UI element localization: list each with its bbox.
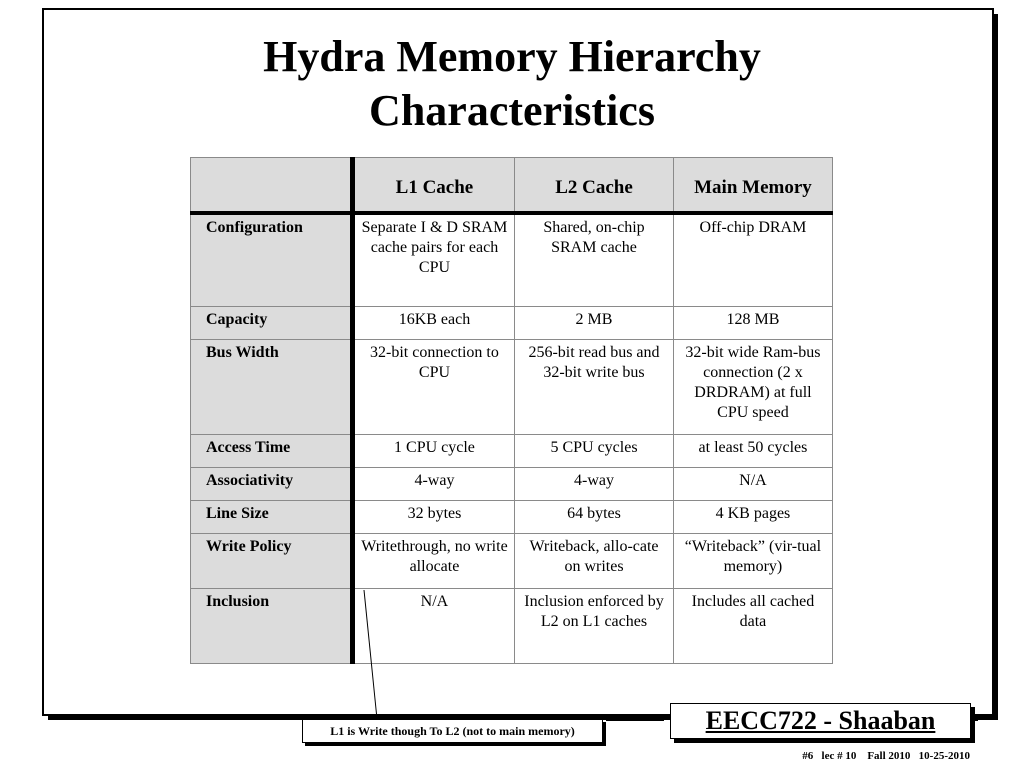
table-row [191,339,833,434]
header-main-memory: Main Memory [673,158,832,214]
cell-l1: 16KB each [352,306,514,339]
cell-l2: 2 MB [515,306,674,339]
row-label: Capacity [191,306,353,339]
table-row [191,533,833,588]
cell-main-memory: N/A [673,467,832,500]
footer-shadow [674,739,975,743]
table-row [191,434,833,467]
footer-shadow-right [971,707,975,743]
callout-shadow-right [603,722,606,746]
row-label: Line Size [191,500,353,533]
cell-l2: Shared, on-chip SRAM cache [515,213,674,306]
slide-info: #6 lec # 10 Fall 2010 10-25-2010 [802,750,970,762]
table-header-row [191,158,833,214]
row-label: Inclusion [191,588,353,663]
course-label: EECC722 - Shaaban [705,706,936,735]
slide-title [0,30,1024,138]
table-row [191,467,833,500]
cell-l1: 1 CPU cycle [352,434,514,467]
table-row [191,588,833,663]
row-label: Access Time [191,434,353,467]
cell-l1: Writethrough, no write allocate [352,533,514,588]
table-row [191,213,833,306]
row-label: Associativity [191,467,353,500]
cell-l2: Inclusion enforced by L2 on L1 caches [515,588,674,663]
title-line-1: Hydra Memory Hierarchy [263,32,761,81]
table-row [191,306,833,339]
header-corner [191,158,353,214]
cell-main-memory: Includes all cached data [673,588,832,663]
callout-shadow [305,743,606,746]
cell-l2: 64 bytes [515,500,674,533]
header-l2-cache: L2 Cache [515,158,674,214]
header-l1-cache: L1 Cache [352,158,514,214]
course-badge [670,703,971,739]
cell-main-memory: “Writeback” (vir-tual memory) [673,533,832,588]
cell-main-memory: 128 MB [673,306,832,339]
cell-l2: 256-bit read bus and 32-bit write bus [515,339,674,434]
row-label: Configuration [191,213,353,306]
table-row [191,500,833,533]
cell-main-memory: 4 KB pages [673,500,832,533]
footer-rule-left [606,719,664,721]
cell-l2: 4-way [515,467,674,500]
cell-l2: 5 CPU cycles [515,434,674,467]
cell-l2: Writeback, allo-cate on writes [515,533,674,588]
cell-main-memory: at least 50 cycles [673,434,832,467]
cell-l1: N/A [352,588,514,663]
cell-l1: 32-bit connection to CPU [352,339,514,434]
title-line-2: Characteristics [369,86,655,135]
row-label: Bus Width [191,339,353,434]
callout-note: L1 is Write though To L2 (not to main memory) [302,719,603,743]
cell-l1: 4-way [352,467,514,500]
cell-main-memory: 32-bit wide Ram-bus connection (2 x DRDRAM) at full CPU speed [673,339,832,434]
cell-l1: Separate I & D SRAM cache pairs for each CPU [352,213,514,306]
cell-l1: 32 bytes [352,500,514,533]
row-label: Write Policy [191,533,353,588]
cell-main-memory: Off-chip DRAM [673,213,832,306]
memory-hierarchy-table [190,157,833,664]
